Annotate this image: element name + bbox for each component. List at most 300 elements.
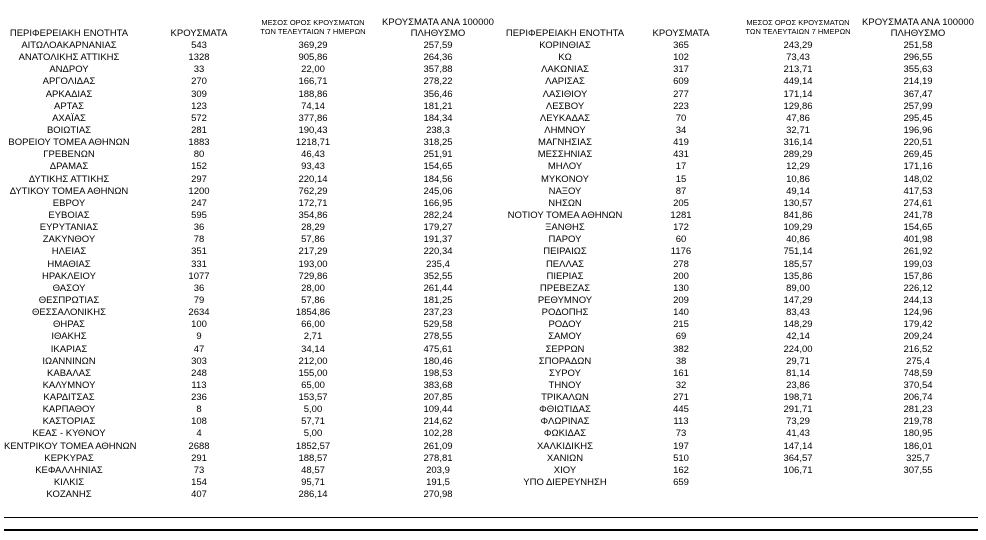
region-cell: ΘΕΣΠΡΩΤΙΑΣ	[38, 294, 100, 306]
table-row	[0, 356, 986, 368]
per100k-cell: 124,96	[903, 307, 933, 319]
per100k-cell: 383,68	[423, 379, 453, 391]
cases-cell: 123	[191, 100, 207, 112]
region-cell: ΛΕΣΒΟΥ	[545, 100, 585, 112]
per100k-cell: 209,24	[903, 331, 933, 343]
per100k-cell: 166,95	[423, 197, 453, 209]
avg7-cell: 47,86	[786, 112, 810, 124]
per100k-cell: 278,55	[423, 331, 453, 343]
avg7-cell: 34,14	[301, 343, 325, 355]
table-row	[0, 161, 986, 173]
region-cell: ΦΩΚΙΔΑΣ	[543, 428, 587, 440]
region-cell: ΑΡΤΑΣ	[54, 100, 84, 112]
avg7-cell: 57,86	[301, 234, 325, 246]
table-row	[0, 453, 986, 465]
table-row	[0, 186, 986, 198]
avg7-cell: 751,14	[783, 246, 813, 258]
cases-cell: 419	[673, 137, 689, 149]
avg7-cell: 109,29	[783, 222, 813, 234]
region-cell: ΜΑΓΝΗΣΙΑΣ	[538, 137, 592, 149]
avg7-cell: 220,14	[298, 173, 328, 185]
per100k-cell: 216,52	[903, 343, 933, 355]
table-row	[0, 295, 986, 307]
region-cell: ΑΡΚΑΔΙΑΣ	[45, 88, 93, 100]
region-cell: ΡΕΘΥΜΝΟΥ	[537, 294, 593, 306]
cases-cell: 2688	[188, 440, 210, 452]
cases-cell: 510	[673, 452, 689, 464]
region-cell: ΚΙΛΚΙΣ	[53, 477, 85, 489]
cases-cell: 87	[675, 185, 687, 197]
per100k-cell: 220,34	[423, 246, 453, 258]
region-cell: ΠΑΡΟΥ	[548, 234, 582, 246]
per100k-cell: 171,16	[903, 161, 933, 173]
avg7-cell: 166,71	[298, 76, 328, 88]
region-cell: ΣΠΟΡΑΔΩΝ	[538, 355, 592, 367]
left-header-avg-line2: ΤΩΝ ΤΕΛΕΥΤΑΙΩΝ 7 ΗΜΕΡΩΝ	[260, 27, 366, 36]
cases-cell: 161	[673, 367, 689, 379]
avg7-cell: 148,29	[783, 319, 813, 331]
table-row	[0, 344, 986, 356]
avg7-cell: 188,57	[298, 452, 328, 464]
cases-cell: 73	[675, 428, 687, 440]
per100k-cell: 102,28	[423, 428, 453, 440]
region-cell: ΔΡΑΜΑΣ	[49, 161, 89, 173]
region-cell: ΚΟΡΙΝΘΙΑΣ	[539, 40, 591, 51]
cases-cell: 102	[673, 52, 689, 64]
table-row	[0, 149, 986, 161]
per100k-cell: 475,61	[423, 343, 453, 355]
region-cell: ΣΥΡΟΥ	[549, 367, 581, 379]
avg7-cell: 449,14	[783, 76, 813, 88]
region-cell: ΝΟΤΙΟΥ ΤΟΜΕΑ ΑΘΗΝΩΝ	[507, 209, 623, 221]
region-cell: ΒΟΡΕΙΟΥ ΤΟΜΕΑ ΑΘΗΝΩΝ	[8, 137, 130, 149]
region-cell: ΠΡΕΒΕΖΑΣ	[539, 282, 591, 294]
region-cell: ΘΗΡΑΣ	[52, 319, 86, 331]
region-cell: ΒΟΙΩΤΙΑΣ	[46, 124, 92, 136]
per100k-cell: 257,59	[423, 40, 453, 51]
per100k-cell: 278,22	[423, 76, 453, 88]
region-cell: ΛΕΥΚΑΔΑΣ	[539, 112, 591, 124]
avg7-cell: 48,57	[301, 464, 325, 476]
region-cell: ΥΠΟ ΔΙΕΡΕΥΝΗΣΗ	[523, 477, 607, 489]
cases-cell: 1281	[670, 209, 692, 221]
avg7-cell: 193,00	[298, 258, 328, 270]
avg7-cell: 74,14	[301, 100, 325, 112]
per100k-cell: 307,55	[903, 464, 933, 476]
right-header-per-line2: ΠΛΗΘΥΣΜΟ	[890, 28, 946, 39]
region-cell: ΗΛΕΙΑΣ	[51, 246, 87, 258]
cases-cell: 270	[191, 76, 207, 88]
region-cell: ΓΡΕΒΕΝΩΝ	[43, 149, 95, 161]
per100k-cell: 275,4	[906, 355, 930, 367]
cases-cell: 309	[191, 88, 207, 100]
per100k-cell: 417,53	[903, 185, 933, 197]
avg7-cell: 1854,86	[295, 307, 331, 319]
table-row	[0, 174, 986, 186]
region-cell: ΞΑΝΘΗΣ	[545, 222, 585, 234]
avg7-cell: 28,00	[301, 282, 325, 294]
avg7-cell: 289,29	[783, 149, 813, 161]
per100k-cell: 198,53	[423, 367, 453, 379]
avg7-cell: 93,43	[301, 161, 325, 173]
region-cell: ΑΙΤΩΛΟΑΚΑΡΝΑΝΙΑΣ	[21, 40, 117, 51]
region-cell: ΛΗΜΝΟΥ	[544, 124, 586, 136]
table-row	[0, 404, 986, 416]
per100k-cell: 355,63	[903, 64, 933, 76]
cases-cell: 113	[191, 379, 207, 391]
table-row	[0, 416, 986, 428]
avg7-cell: 23,86	[786, 379, 810, 391]
cases-cell: 407	[191, 489, 207, 501]
per100k-cell: 220,51	[903, 137, 933, 149]
cases-cell: 236	[191, 392, 207, 404]
table-row	[0, 210, 986, 222]
cases-cell: 659	[673, 477, 689, 489]
region-cell: ΑΧΑΪΑΣ	[52, 112, 86, 124]
cases-cell: 4	[196, 428, 202, 440]
cases-cell: 572	[191, 112, 207, 124]
per100k-cell: 238,3	[426, 124, 450, 136]
cases-cell: 162	[673, 464, 689, 476]
per100k-cell: 367,47	[903, 88, 933, 100]
avg7-cell: 95,71	[301, 477, 325, 489]
avg7-cell: 377,86	[298, 112, 328, 124]
region-cell: ΑΡΓΟΛΙΔΑΣ	[42, 76, 96, 88]
region-cell: ΗΜΑΘΙΑΣ	[47, 258, 91, 270]
per100k-cell: 269,45	[903, 149, 933, 161]
cases-cell: 78	[193, 234, 205, 246]
cases-cell: 17	[675, 161, 687, 173]
avg7-cell: 369,29	[298, 40, 328, 51]
region-cell: ΔΥΤΙΚΗΣ ΑΤΤΙΚΗΣ	[28, 173, 110, 185]
avg7-cell: 729,86	[298, 270, 328, 282]
region-cell: ΜΥΚΟΝΟΥ	[541, 173, 589, 185]
per100k-cell: 274,61	[903, 197, 933, 209]
cases-cell: 108	[191, 416, 207, 428]
avg7-cell: 129,86	[783, 100, 813, 112]
avg7-cell: 41,43	[786, 428, 810, 440]
per100k-cell: 270,98	[423, 489, 453, 501]
region-cell: ΜΗΛΟΥ	[547, 161, 583, 173]
per100k-cell: 207,85	[423, 392, 453, 404]
cases-cell: 543	[191, 40, 207, 51]
avg7-cell: 291,71	[783, 404, 813, 416]
region-cell: ΚΩ	[558, 52, 572, 64]
cases-cell: 365	[673, 40, 689, 51]
cases-cell: 431	[673, 149, 689, 161]
avg7-cell: 5,00	[303, 404, 323, 416]
cases-cell: 100	[191, 319, 207, 331]
region-cell: ΚΕΦΑΛΛΗΝΙΑΣ	[35, 464, 103, 476]
bottom-rule-thin	[4, 517, 978, 518]
cases-cell: 70	[675, 112, 687, 124]
per100k-cell: 181,25	[423, 294, 453, 306]
region-cell: ΝΗΣΩΝ	[548, 197, 582, 209]
cases-cell: 197	[673, 440, 689, 452]
region-cell: ΠΕΛΛΑΣ	[545, 258, 585, 270]
avg7-cell: 155,00	[298, 367, 328, 379]
table-row	[0, 137, 986, 149]
region-cell: ΙΚΑΡΙΑΣ	[50, 343, 88, 355]
per100k-cell: 199,03	[903, 258, 933, 270]
avg7-cell: 190,43	[298, 124, 328, 136]
table-row	[0, 319, 986, 331]
per100k-cell: 318,25	[423, 137, 453, 149]
region-cell: ΚΕΡΚΥΡΑΣ	[44, 452, 94, 464]
per100k-cell: 356,46	[423, 88, 453, 100]
cases-cell: 47	[193, 343, 205, 355]
avg7-cell: 89,00	[786, 282, 810, 294]
table-row	[0, 198, 986, 210]
per100k-cell: 154,65	[423, 161, 453, 173]
cases-cell: 248	[191, 367, 207, 379]
per100k-cell: 214,62	[423, 416, 453, 428]
avg7-cell: 49,14	[786, 185, 810, 197]
per100k-cell: 109,44	[423, 404, 453, 416]
table-row	[0, 40, 986, 52]
per100k-cell: 401,98	[903, 234, 933, 246]
table-row	[0, 101, 986, 113]
avg7-cell: 29,71	[786, 355, 810, 367]
table-row	[0, 380, 986, 392]
cases-cell: 130	[673, 282, 689, 294]
per100k-cell: 251,58	[903, 40, 933, 51]
avg7-cell: 188,86	[298, 88, 328, 100]
cases-cell: 69	[675, 331, 687, 343]
cases-cell: 32	[675, 379, 687, 391]
avg7-cell: 217,29	[298, 246, 328, 258]
region-cell: ΕΥΡΥΤΑΝΙΑΣ	[39, 222, 99, 234]
region-cell: ΣΕΡΡΩΝ	[545, 343, 585, 355]
per100k-cell: 214,19	[903, 76, 933, 88]
cases-cell: 609	[673, 76, 689, 88]
cases-cell: 271	[673, 392, 689, 404]
per100k-cell: 264,36	[423, 52, 453, 64]
region-cell: ΛΑΚΩΝΙΑΣ	[541, 64, 589, 76]
region-cell: ΘΕΣΣΑΛΟΝΙΚΗΣ	[32, 307, 106, 319]
avg7-cell: 57,86	[301, 294, 325, 306]
per100k-cell: 261,92	[903, 246, 933, 258]
region-cell: ΑΝΔΡΟΥ	[49, 64, 89, 76]
per100k-cell: 180,95	[903, 428, 933, 440]
avg7-cell: 841,86	[783, 209, 813, 221]
per100k-cell: 261,44	[423, 282, 453, 294]
avg7-cell: 198,71	[783, 392, 813, 404]
cases-cell: 215	[673, 319, 689, 331]
avg7-cell: 286,14	[298, 489, 328, 501]
per100k-cell: 181,21	[423, 100, 453, 112]
per100k-cell: 241,78	[903, 209, 933, 221]
region-cell: ΖΑΚΥΝΘΟΥ	[42, 234, 96, 246]
avg7-cell: 12,29	[786, 161, 810, 173]
avg7-cell: 2,71	[303, 331, 323, 343]
per100k-cell: 352,55	[423, 270, 453, 282]
avg7-cell: 42,14	[786, 331, 810, 343]
cases-cell: 152	[191, 161, 207, 173]
cases-cell: 33	[193, 64, 205, 76]
table-row	[0, 368, 986, 380]
region-cell: ΚΑΡΔΙΤΣΑΣ	[43, 392, 95, 404]
cases-cell: 595	[191, 209, 207, 221]
region-cell: ΧΑΝΙΩΝ	[546, 452, 584, 464]
cases-cell: 154	[191, 477, 207, 489]
per100k-cell: 257,99	[903, 100, 933, 112]
table-row	[0, 125, 986, 137]
region-cell: ΠΕΙΡΑΙΩΣ	[543, 246, 587, 258]
right-header-region: ΠΕΡΙΦΕΡΕΙΑΚΗ ΕΝΟΤΗΤΑ	[505, 28, 625, 39]
avg7-cell: 81,14	[786, 367, 810, 379]
per100k-cell: 282,24	[423, 209, 453, 221]
right-header-avg-line1: ΜΕΣΟΣ ΟΡΟΣ ΚΡΟΥΣΜΑΤΩΝ	[746, 18, 850, 27]
cases-cell: 80	[193, 149, 205, 161]
avg7-cell: 172,71	[298, 197, 328, 209]
table-row	[0, 76, 986, 88]
per100k-cell: 206,74	[903, 392, 933, 404]
avg7-cell: 243,29	[783, 40, 813, 51]
cases-cell: 1200	[188, 185, 210, 197]
cases-cell: 1328	[188, 52, 210, 64]
cases-cell: 209	[673, 294, 689, 306]
per100k-cell: 157,86	[903, 270, 933, 282]
cases-cell: 60	[675, 234, 687, 246]
avg7-cell: 316,14	[783, 137, 813, 149]
region-cell: ΔΥΤΙΚΟΥ ΤΟΜΕΑ ΑΘΗΝΩΝ	[9, 185, 129, 197]
table-row	[0, 246, 986, 258]
region-cell: ΝΑΞΟΥ	[548, 185, 582, 197]
right-header-per-line1: ΚΡΟΥΣΜΑΤΑ ΑΝΑ 100000	[862, 17, 974, 28]
avg7-cell: 46,43	[301, 149, 325, 161]
table-row	[0, 64, 986, 76]
region-cell: ΚΑΡΠΑΘΟΥ	[42, 404, 96, 416]
region-cell: ΦΛΩΡΙΝΑΣ	[540, 416, 590, 428]
avg7-cell: 32,71	[786, 124, 810, 136]
avg7-cell: 106,71	[783, 464, 813, 476]
per100k-cell: 251,91	[423, 149, 453, 161]
right-header-cases: ΚΡΟΥΣΜΑΤΑ	[652, 28, 710, 39]
per100k-cell: 295,45	[903, 112, 933, 124]
region-cell: ΤΡΙΚΑΛΩΝ	[541, 392, 589, 404]
per100k-cell: 296,55	[903, 52, 933, 64]
avg7-cell: 135,86	[783, 270, 813, 282]
region-cell: ΜΕΣΣΗΝΙΑΣ	[537, 149, 593, 161]
per100k-cell: 180,46	[423, 355, 453, 367]
avg7-cell: 354,86	[298, 209, 328, 221]
per100k-cell: 179,42	[903, 319, 933, 331]
region-cell: ΘΑΣΟΥ	[52, 282, 86, 294]
region-cell: ΚΟΖΑΝΗΣ	[46, 489, 92, 501]
cases-cell: 303	[191, 355, 207, 367]
table-row	[0, 271, 986, 283]
avg7-cell: 28,29	[301, 222, 325, 234]
table-row	[0, 489, 986, 501]
cases-cell: 36	[193, 222, 205, 234]
per100k-cell: 357,88	[423, 64, 453, 76]
per100k-cell: 278,81	[423, 452, 453, 464]
region-cell: ΑΝΑΤΟΛΙΚΗΣ ΑΤΤΙΚΗΣ	[18, 52, 120, 64]
avg7-cell: 212,00	[298, 355, 328, 367]
avg7-cell: 66,00	[301, 319, 325, 331]
per100k-cell: 245,06	[423, 185, 453, 197]
per100k-cell: 325,7	[906, 452, 930, 464]
table-row	[0, 52, 986, 64]
per100k-cell: 186,01	[903, 440, 933, 452]
cases-cell: 36	[193, 282, 205, 294]
cases-cell: 445	[673, 404, 689, 416]
region-cell: ΙΩΑΝΝΙΝΩΝ	[42, 355, 96, 367]
table-row	[0, 392, 986, 404]
cases-cell: 247	[191, 197, 207, 209]
region-cell: ΙΘΑΚΗΣ	[51, 331, 87, 343]
left-header-avg-line1: ΜΕΣΟΣ ΟΡΟΣ ΚΡΟΥΣΜΑΤΩΝ	[261, 18, 365, 27]
per100k-cell: 148,02	[903, 173, 933, 185]
avg7-cell: 185,57	[783, 258, 813, 270]
left-header-per-line1: ΚΡΟΥΣΜΑΤΑ ΑΝΑ 100000	[382, 17, 494, 28]
region-cell: ΚΑΛΥΜΝΟΥ	[42, 379, 96, 391]
region-cell: ΚΕΑΣ - ΚΥΘΝΟΥ	[32, 428, 106, 440]
cases-cell: 73	[193, 464, 205, 476]
per100k-cell: 184,56	[423, 173, 453, 185]
region-cell: ΚΑΒΑΛΑΣ	[47, 367, 91, 379]
per100k-cell: 226,12	[903, 282, 933, 294]
cases-cell: 205	[673, 197, 689, 209]
cases-cell: 331	[191, 258, 207, 270]
per100k-cell: 219,78	[903, 416, 933, 428]
right-header-avg-line2: ΤΩΝ ΤΕΛΕΥΤΑΙΩΝ 7 ΗΜΕΡΩΝ	[745, 27, 851, 36]
avg7-cell: 22,00	[301, 64, 325, 76]
cases-cell: 9	[196, 331, 202, 343]
region-cell: ΡΟΔΟΥ	[548, 319, 582, 331]
per100k-cell: 261,09	[423, 440, 453, 452]
table-row	[0, 222, 986, 234]
avg7-cell: 130,57	[783, 197, 813, 209]
avg7-cell: 57,71	[301, 416, 325, 428]
cases-cell: 38	[675, 355, 687, 367]
avg7-cell: 73,43	[786, 52, 810, 64]
left-header-region: ΠΕΡΙΦΕΡΕΙΑΚΗ ΕΝΟΤΗΤΑ	[9, 28, 129, 39]
table-row	[0, 465, 986, 477]
cases-cell: 277	[673, 88, 689, 100]
table-row	[0, 331, 986, 343]
avg7-cell: 762,29	[298, 185, 328, 197]
table-row	[0, 428, 986, 440]
avg7-cell: 905,86	[298, 52, 328, 64]
avg7-cell: 171,14	[783, 88, 813, 100]
region-cell: ΕΥΒΟΙΑΣ	[48, 209, 90, 221]
region-cell: ΡΟΔΟΠΗΣ	[541, 307, 589, 319]
cases-cell: 113	[673, 416, 689, 428]
region-cell: ΠΙΕΡΙΑΣ	[546, 270, 584, 282]
region-cell: ΗΡΑΚΛΕΙΟΥ	[42, 270, 96, 282]
cases-cell: 281	[191, 124, 207, 136]
avg7-cell: 10,86	[786, 173, 810, 185]
region-cell: ΧΑΛΚΙΔΙΚΗΣ	[536, 440, 594, 452]
table-row	[0, 89, 986, 101]
per100k-cell: 184,34	[423, 112, 453, 124]
per100k-cell: 235,4	[426, 258, 450, 270]
cases-cell: 291	[191, 452, 207, 464]
avg7-cell: 83,43	[786, 307, 810, 319]
cases-cell: 79	[193, 294, 205, 306]
avg7-cell: 65,00	[301, 379, 325, 391]
region-cell: ΤΗΝΟΥ	[548, 379, 582, 391]
avg7-cell: 213,71	[783, 64, 813, 76]
per100k-cell: 748,59	[903, 367, 933, 379]
region-cell: ΛΑΣΙΘΙΟΥ	[542, 88, 588, 100]
per100k-cell: 529,58	[423, 319, 453, 331]
per100k-cell: 244,13	[903, 294, 933, 306]
avg7-cell: 364,57	[783, 452, 813, 464]
cases-cell: 223	[673, 100, 689, 112]
